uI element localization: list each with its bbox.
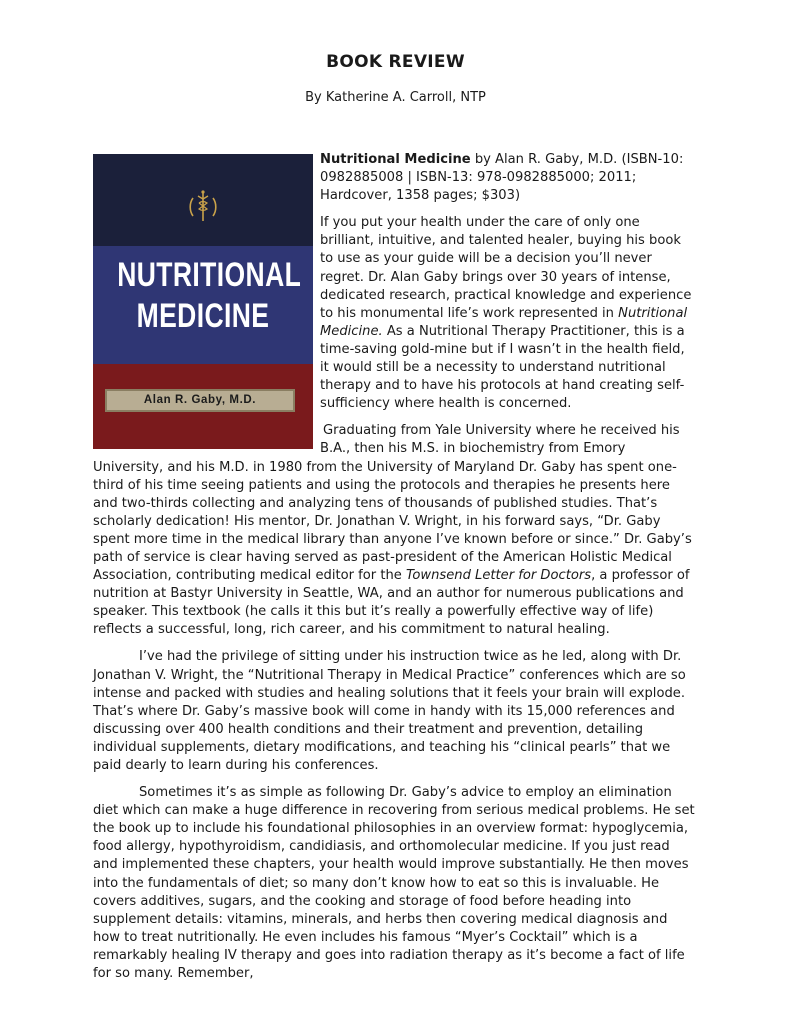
article-body <box>93 151 695 992</box>
paragraph-conferences: I’ve had the privilege of sitting under his instruction twice as he led, along with Dr. Jonathan V. Wright, the “Nutritional Therapy in Medical Practice” conferences which are so intense and packed with studies and healing solutions that it feels your brain will explode. That’s where Dr. Gaby’s massive book will come in handy with its 15,000 references and discussing over 400 health conditions and their treatment and prevention, detailing individual supplements, dietary modifications, and teaching his “clinical pearls” that we paid dearly to learn during his conferences. <box>93 649 686 773</box>
author-byline: By Katherine A. Carroll, NTP <box>305 90 486 105</box>
cover-author: Alan R. Gaby, M.D. <box>105 389 295 412</box>
book-cover-image <box>93 154 313 449</box>
paragraph-background-text: Graduating from Yale University where he received his B.A., then his M.S. in biochemistry from Emory University, and his M.D. in 1980 from the University of Maryland Dr. Gaby has spent one-third of his time seeing patients and using the protocols and therapies he presents here and two-thirds collecting and analyzing tens of thousands of published studies. That’s scholarly dedication! His mentor, Dr. Jonathan V. Wright, in his forward says, “Dr. Gaby spent more time in the medical library than anyone I’ve known before or since.” Dr. Gaby’s path of service is clear having served as past-president of the American Holistic Medical Association, contributing medical editor for the <box>93 423 692 584</box>
book-details: by Alan R. Gaby, M.D. (ISBN-10: 0982885008 | ISBN-13: 978-0982885000; 2011; Hardcover, 1358 pages; $303) <box>320 152 684 204</box>
caduceus-icon <box>189 188 217 224</box>
book-title: Nutritional Medicine <box>320 152 471 167</box>
paragraph-intro-text: If you put your health under the care of only one brilliant, intuitive, and talented healer, buying his book to use as your guide will be a decision you’ll never regret. Dr. Alan Gaby brings over 30 years of intense, dedicated research, practical knowledge and experience to his monumental life’s work represented in <box>320 215 692 321</box>
page-title: BOOK REVIEW <box>326 52 465 72</box>
paragraph-background-text-cont: , a professor of nutrition at Bastyr University in Seattle, WA, and an author for numerous publications and speaker. This textbook (he calls it this but it’s really a powerfully effective way of life) reflects a successful, long, rich career, and his commitment to natural healing. <box>93 568 690 638</box>
book-title-italic: Nutritional Medicine. <box>320 305 688 339</box>
cover-title-line1: NUTRITIONAL <box>117 256 302 294</box>
paragraph-intro-text-cont: As a Nutritional Therapy Practitioner, this is a time-saving gold-mine but if I wasn’t in the health field, it would still be a necessity to understand nutritional therapy and to have his protocols at hand creating self-sufficiency where health is concerned. <box>320 323 685 412</box>
paragraph-contents: Sometimes it’s as simple as following Dr. Gaby’s advice to employ an elimination diet which can make a huge difference in recovering from serious medical problems. He set the book up to include his foundational philosophies in an overview format: hypoglycemia, food allergy, hypothyroidism, candidiasis, and orthomolecular medicine. If you just read and implemented these chapters, your health would improve substantially. He then moves into the fundamentals of diet; so many don’t know how to eat so this is invaluable. He covers additives, sugars, and the cooking and storage of food before heading into supplement details: vitamins, minerals, and herbs then covering medical diagnosis and how to treat nutritionally. He even includes his famous “Myer’s Cocktail” which is a remarkably healing IV therapy and goes into radiation therapy as it’s become a fact of life for so many. Remember, <box>93 785 695 982</box>
publication-title-italic: Townsend Letter for Doctors <box>406 568 592 584</box>
cover-title-line2: MEDICINE <box>136 297 270 335</box>
paragraph-background <box>93 422 695 639</box>
